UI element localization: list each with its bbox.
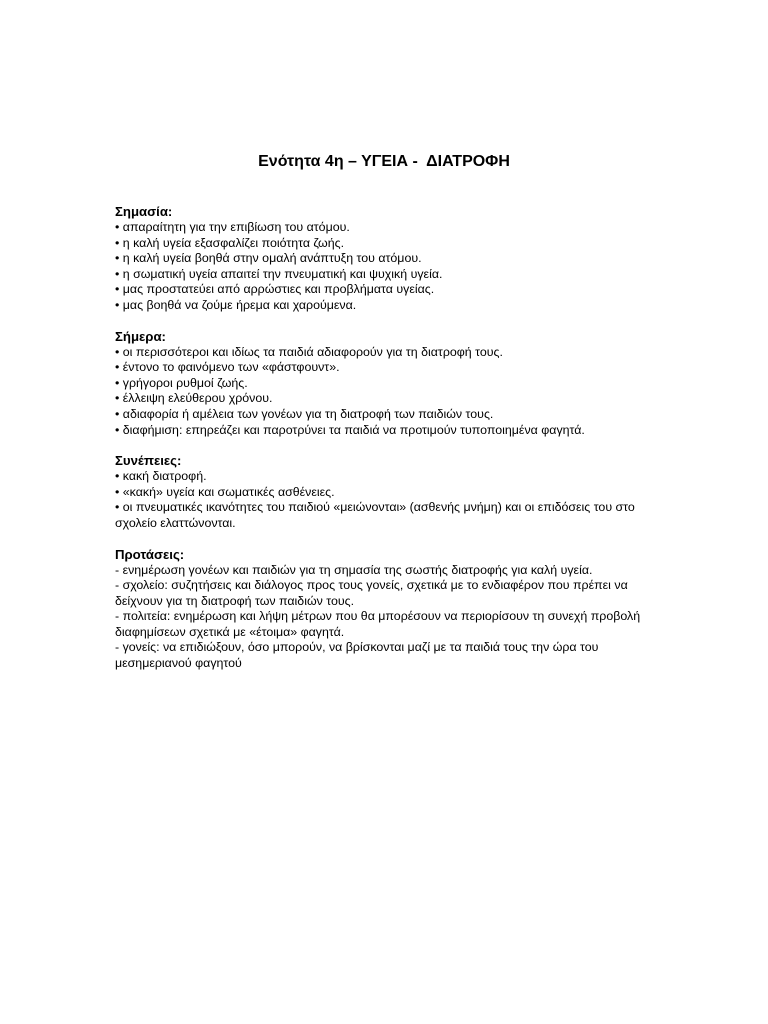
section-importance [115,204,645,314]
section-heading: Προτάσεις: [115,546,185,562]
bullet-line: • κακή διατροφή. [115,469,207,484]
section-heading: Σήμερα: [115,328,166,344]
bullet-line: • οι περισσότεροι και ιδίως τα παιδιά αδιαφορούν για τη διατροφή τους. [115,344,503,359]
bullet-line: • «κακή» υγεία και σωματικές ασθένειες. [115,484,335,499]
bullet-line: • γρήγοροι ρυθμοί ζωής. [115,375,248,390]
proposal-line: - γονείς: να επιδιώξουν, όσο μπορούν, να βρίσκονται μαζί με τα παιδιά τους την ώρα του μεσημεριανού φαγητού [115,640,599,671]
proposal-line: - σχολείο: συζητήσεις και διάλογος προς τους γονείς, σχετικά με το ενδιαφέρον που πρέπει να δείχνουν για τη διατροφή των παιδιών τους. [115,578,628,608]
bullet-line: • η καλή υγεία βοηθά στην ομαλή ανάπτυξη του ατόμου. [115,251,422,266]
section-heading: Συνέπειες: [115,453,182,469]
section-today [115,329,645,439]
section-consequences [115,453,645,531]
bullet-line: • η σωματική υγεία απαιτεί την πνευματική και ψυχική υγεία. [115,266,443,281]
bullet-line: • μας προστατεύει από αρρώστιες και προβλήματα υγείας. [115,282,435,297]
section-heading: Σημασία: [115,204,173,219]
bullet-line: • έντονο το φαινόμενο των «φάστφουντ». [115,360,340,375]
proposal-line: - ενημέρωση γονέων και παιδιών για τη σημασία της σωστής διατροφής για καλή υγεία. [115,562,593,577]
bullet-line: • διαφήμιση: επηρεάζει και παροτρύνει τα παιδιά να προτιμούν τυποποιημένα φαγητά. [115,422,585,437]
bullet-line: • μας βοηθά να ζούμε ήρεμα και χαρούμενα. [115,297,357,312]
bullet-line: • οι πνευματικές ικανότητες του παιδιού «μειώνονται» (ασθενής μνήμη) και οι επιδόσεις του στο σχολείο ελαττώνονται. [115,500,635,530]
bullet-line: • αδιαφορία ή αμέλεια των γονέων για τη διατροφή των παιδιών τους. [115,406,494,421]
document-body [115,204,645,687]
bullet-line: • απαραίτητη για την επιβίωση του ατόμου. [115,220,350,234]
document-title: Ενότητα 4η – ΥΓΕΙΑ - ΔΙΑΤΡΟΦΗ [258,153,510,170]
bullet-line: • έλλειψη ελεύθερου χρόνου. [115,391,273,406]
section-proposals [115,547,645,672]
proposal-line: - πολιτεία: ενημέρωση και λήψη μέτρων που θα μπορέσουν να περιορίσουν τη συνεχή προβολή διαφημίσεων σχετικά με «έτοιμα» φαγητά. [115,609,641,639]
bullet-line: • η καλή υγεία εξασφαλίζει ποιότητα ζωής. [115,235,345,250]
